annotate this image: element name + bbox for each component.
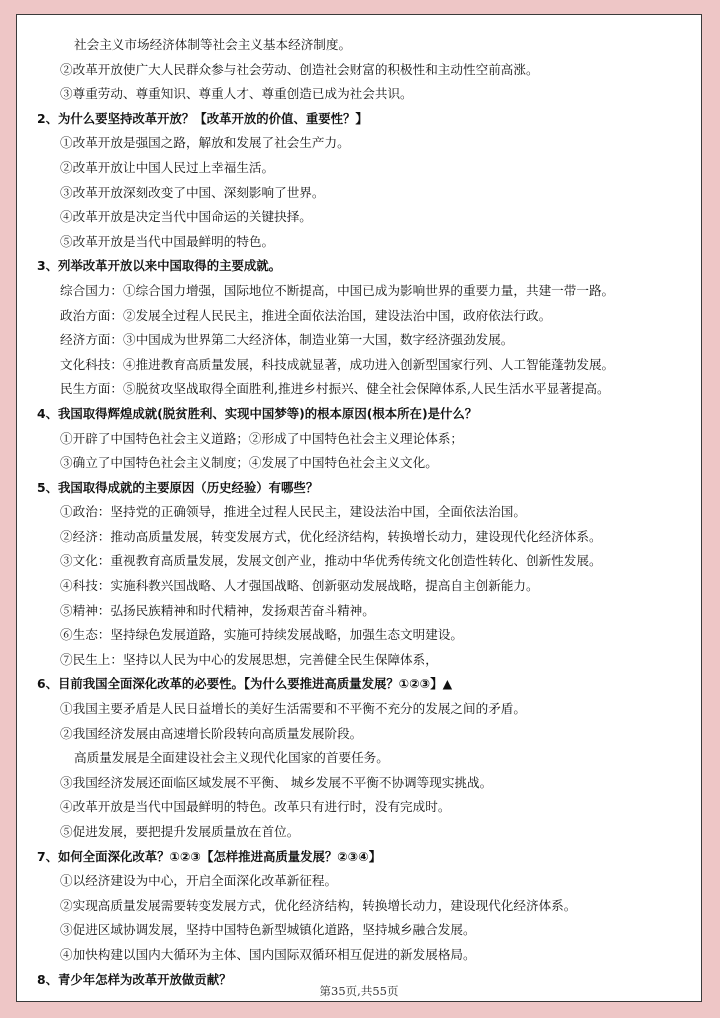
answer-line: ⑤精神：弘扬民族精神和时代精神，发扬艰苦奋斗精神。 [60,602,375,618]
answer-line: ④改革开放是决定当代中国命运的关键抉择。 [60,209,312,225]
answer-line: 政治方面：②发展全过程人民民主，推进全面依法治国，建设法治中国，政府依法行政。 [60,307,552,323]
answer-line: ②改革开放让中国人民过上幸福生活。 [60,159,275,175]
continuation-line: 社会主义市场经济体制等社会主义基本经济制度。 [74,37,352,52]
answer-line: ①改革开放是强国之路，解放和发展了社会生产力。 [60,135,350,151]
continuation-line: 高质量发展是全面建设社会主义现代化国家的首要任务。 [74,750,389,766]
question-heading: 2、为什么要坚持改革开放？【改革开放的价值、重要性？】 [37,110,368,126]
answer-line: ③尊重劳动、尊重知识、尊重人才、尊重创造已成为社会共识。 [60,86,413,102]
answer-line: ④加快构建以国内大循环为主体、国内国际双循环相互促进的新发展格局。 [60,946,476,962]
answer-line: ②我国经济发展由高速增长阶段转向高质量发展阶段。 [60,725,363,741]
answer-line: ②经济：推动高质量发展，转变发展方式，优化经济结构，转换增长动力，建设现代化经济体系。 [60,528,602,544]
answer-line: ①政治：坚持党的正确领导，推进全过程人民民主，建设法治中国，全面依法治国。 [60,504,526,520]
answer-line: ②实现高质量发展需要转变发展方式，优化经济结构，转换增长动力，建设现代化经济体系。 [60,897,577,913]
answer-line: ①我国主要矛盾是人民日益增长的美好生活需要和不平衡不充分的发展之间的矛盾。 [60,701,526,717]
answer-line: 民生方面：⑤脱贫攻坚战取得全面胜利,推进乡村振兴、健全社会保障体系,人民生活水平显著提高。 [60,381,610,397]
question-heading: 3、列举改革开放以来中国取得的主要成就。 [37,258,282,274]
answer-line: ⑤改革开放是当代中国最鲜明的特色。 [60,233,275,249]
answer-line: ③促进区域协调发展，坚持中国特色新型城镇化道路，坚持城乡融合发展。 [60,922,476,938]
answer-line: ⑦民生上：坚持以人民为中心的发展思想，完善健全民生保障体系， [60,651,438,667]
answer-line: 经济方面：③中国成为世界第二大经济体，制造业第一大国，数字经济强劲发展。 [60,332,514,348]
page-footer: 第35页,共55页 [319,984,399,998]
document-page [16,14,702,1002]
question-heading: 8、青少年怎样为改革开放做贡献？ [37,971,232,987]
answer-line: ⑥生态：坚持绿色发展道路，实施可持续发展战略，加强生态文明建设。 [60,627,463,643]
answer-line: ①以经济建设为中心，开启全面深化改革新征程。 [60,873,338,889]
answer-line: ③改革开放深刻改变了中国、深刻影响了世界。 [60,184,325,200]
answer-line: ①开辟了中国特色社会主义道路；②形成了中国特色社会主义理论体系； [60,430,463,446]
answer-line: 文化科技：④推进教育高质量发展，科技成就显著，成功进入创新型国家行列、人工智能蓬勃发展。 [60,356,615,372]
question-heading: 4、我国取得辉煌成就(脱贫胜利、实现中国梦等)的根本原因(根本所在)是什么？ [37,405,478,421]
answer-line: ④科技：实施科教兴国战略、人才强国战略、创新驱动发展战略，提高自主创新能力。 [60,578,539,594]
answer-line: ②改革开放使广大人民群众参与社会劳动、创造社会财富的积极性和主动性空前高涨。 [60,61,539,77]
answer-line: 综合国力：①综合国力增强，国际地位不断提高，中国已成为影响世界的重要力量，共建一带一路。 [60,282,615,298]
answer-line: ④改革开放是当代中国最鲜明的特色。改革只有进行时，没有完成时。 [60,799,451,815]
question-heading: 6、目前我国全面深化改革的必要性。【为什么要推进高质量发展？①②③】▲ [37,676,453,692]
question-heading: 5、我国取得成就的主要原因（历史经验）有哪些？ [37,479,319,495]
answer-line: ③确立了中国特色社会主义制度；④发展了中国特色社会主义文化。 [60,455,438,471]
answer-line: ③文化：重视教育高质量发展，发展文创产业，推动中华优秀传统文化创造性转化、创新性发展。 [60,553,602,569]
question-heading: 7、如何全面深化改革？①②③【怎样推进高质量发展？②③④】 [37,848,382,864]
page-content [37,33,689,992]
answer-line: ⑤促进发展，要把提升发展质量放在首位。 [60,824,300,839]
answer-line: ③我国经济发展还面临区域发展不平衡、 城乡发展不平衡不协调等现实挑战。 [60,774,493,790]
